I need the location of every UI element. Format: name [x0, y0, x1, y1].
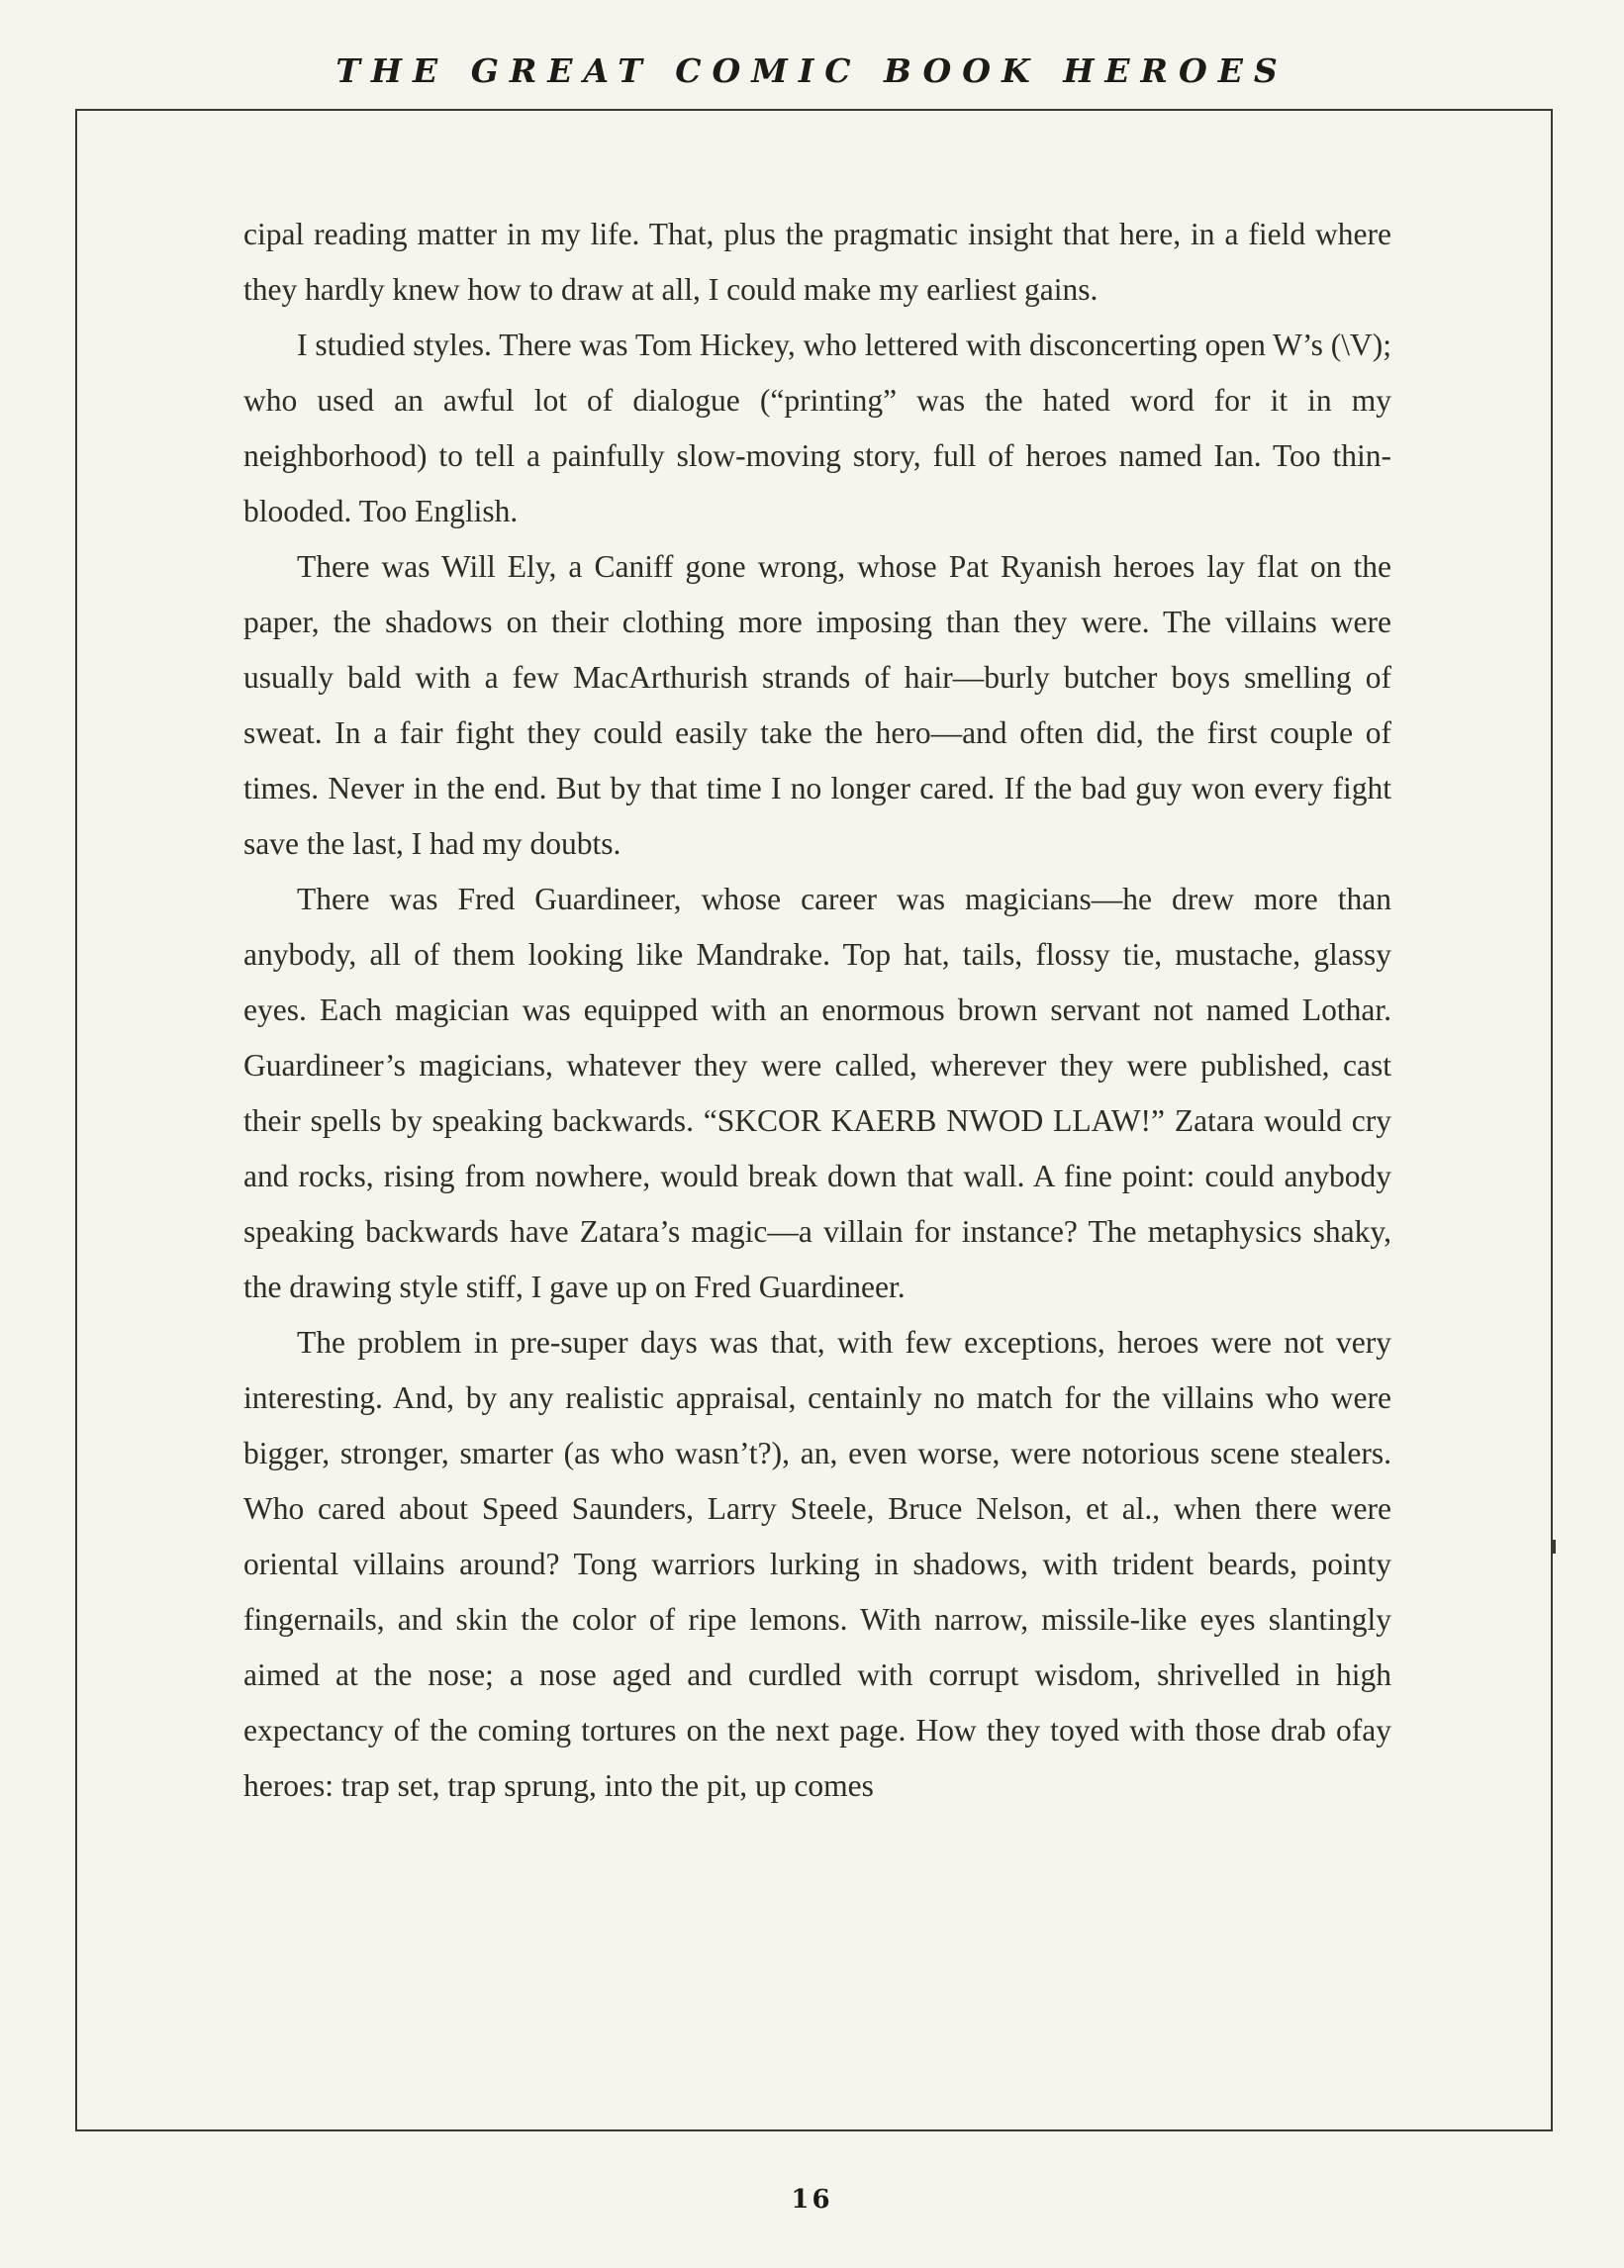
body-text	[243, 207, 1391, 1814]
running-head: THE GREAT COMIC BOOK HEROES	[335, 51, 1289, 90]
paragraph: I studied styles. There was Tom Hickey, who lettered with disconcerting open W’s (\V); who used an awful lot of dialogue (“printing” was the hated word for it in my neighborhood) to tell a painfully slow-moving story, full of heroes named Ian. Too thin-blooded. Too English.	[243, 328, 1391, 528]
page-number: 16	[791, 2185, 833, 2215]
paragraph: There was Fred Guardineer, whose career was magicians—he drew more than anybody, all of them looking like Mandrake. Top hat, tails, flossy tie, mustache, glassy eyes. Each magician was equipped with an enormous brown servant not named Lothar. Guardineer’s magicians, whatever they were called, wherever they were published, cast their spells by speaking backwards. “SKCOR KAERB NWOD LLAW!” Zatara would cry and rocks, rising from nowhere, would break down that wall. A fine point: could anybody speaking backwards have Zatara’s magic—a villain for instance? The metaphysics shaky, the drawing style stiff, I gave up on Fred Guardineer.	[243, 882, 1391, 1304]
paragraph: The problem in pre-super days was that, with few exceptions, heroes were not very interesting. And, by any realistic appraisal, centainly no match for the villains who were bigger, stronger, smarter (as who wasn’t?), an, even worse, were notorious scene stealers. Who cared about Speed Saunders, Larry Steele, Bruce Nelson, et al., when there were oriental villains around? Tong warriors lurking in shadows, with trident beards, pointy fingernails, and skin the color of ripe lemons. With narrow, missile-like eyes slantingly aimed at the nose; a nose aged and curdled with corrupt wisdom, shrivelled in high expectancy of the coming tortures on the next page. How they toyed with those drab ofay heroes: trap set, trap sprung, into the pit, up comes	[243, 1325, 1391, 1803]
paragraph: cipal reading matter in my life. That, plus the pragmatic insight that here, in a field where they hardly knew how to draw at all, I could make my earliest gains.	[243, 217, 1391, 307]
margin-mark	[1553, 1540, 1556, 1554]
paragraph: There was Will Ely, a Caniff gone wrong, whose Pat Ryanish heroes lay flat on the paper, the shadows on their clothing more imposing than they were. The villains were usually bald with a few MacArthurish strands of hair—burly butcher boys smelling of sweat. In a fair fight they could easily take the hero—and often did, the first couple of times. Never in the end. But by that time I no longer cared. If the bad guy won every fight save the last, I had my doubts.	[243, 549, 1391, 861]
